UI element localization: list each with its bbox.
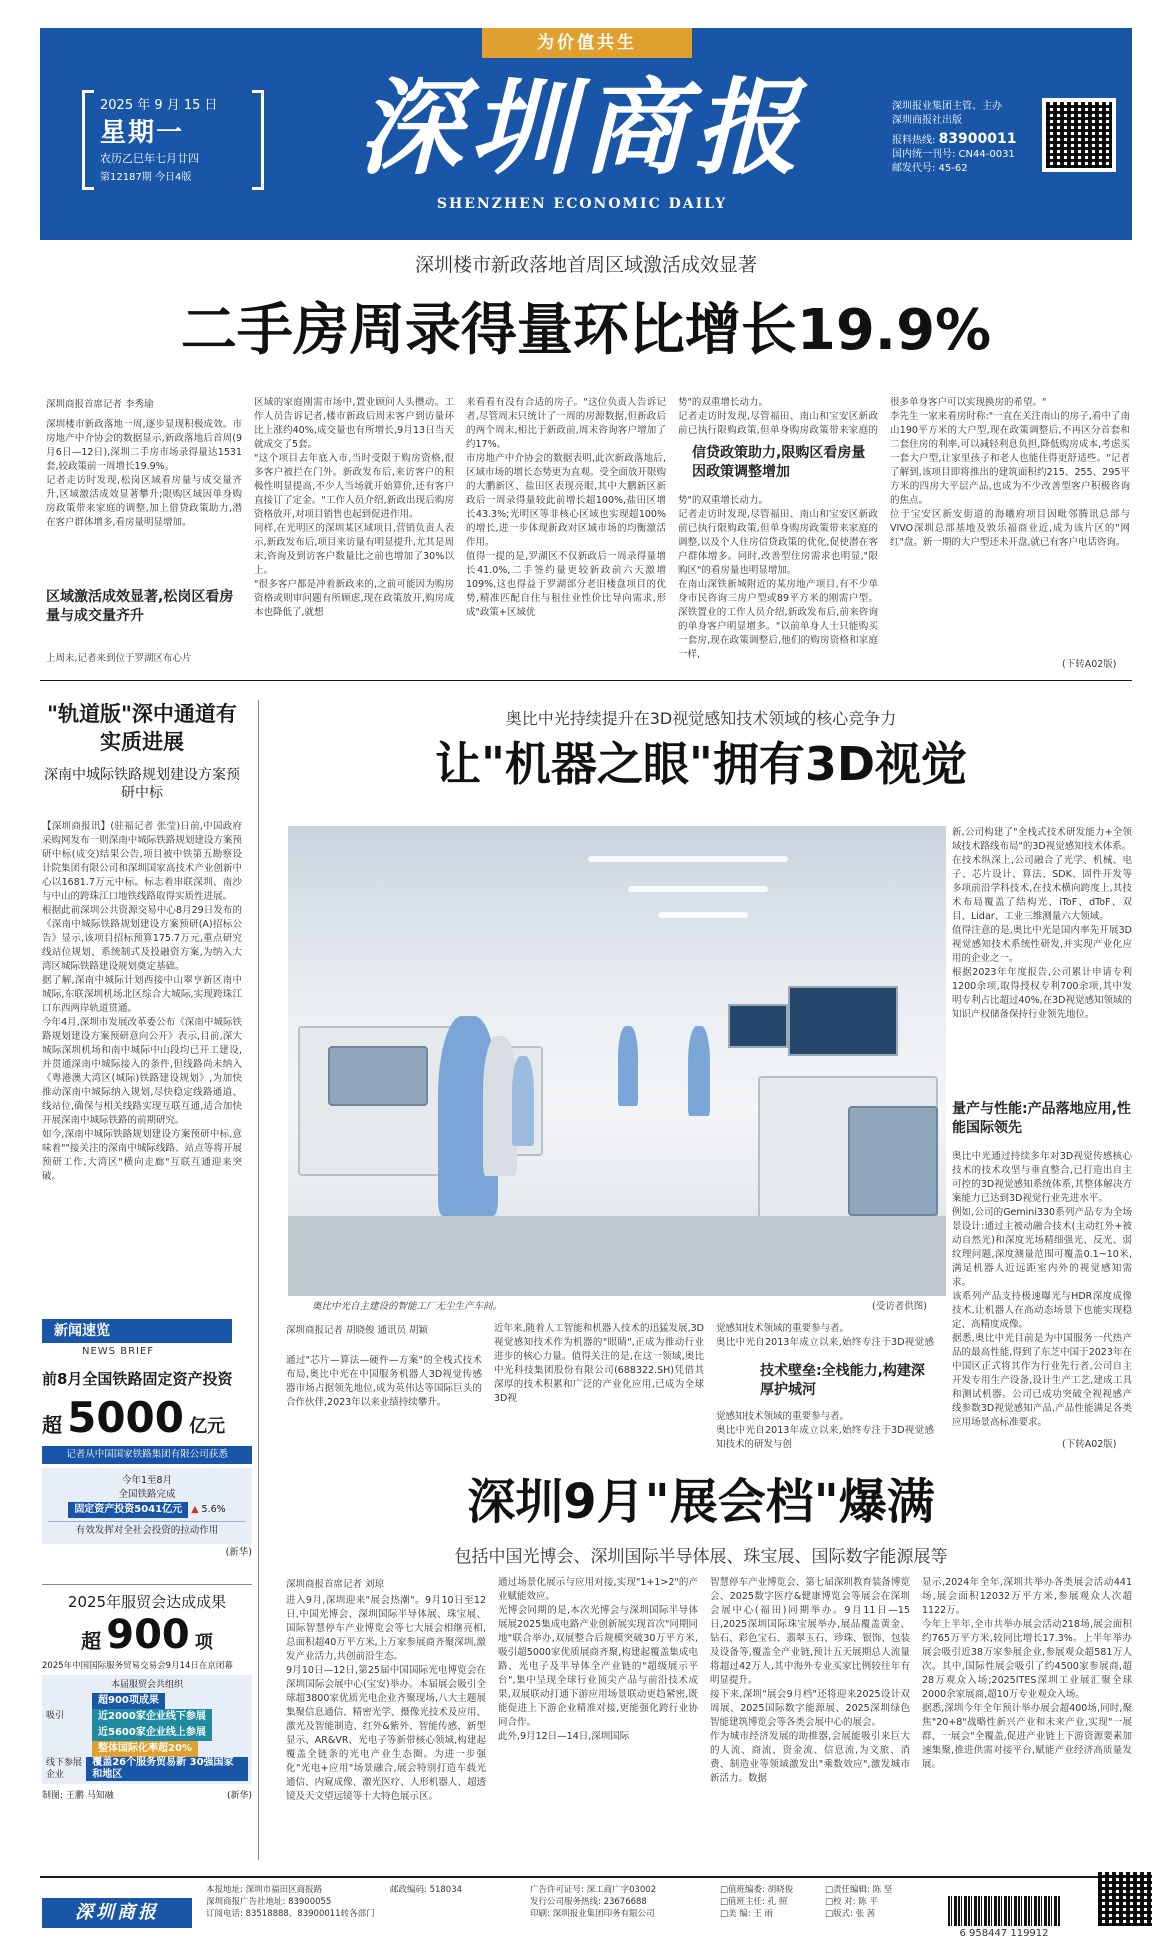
footer-staff (720, 1884, 930, 1920)
production-machine (328, 1046, 428, 1106)
publisher-line-1: 深圳报业集团主管、主办 (892, 101, 1002, 112)
tech-column-2: 近年来,随着人工智能和机器人技术的迅猛发展,3D视觉感知技术作为机器的"眼睛",正成为推动行业进步的核心力量。值得关注的是,在这一领域,奥比中光科技集团股份有限公司(688322.SH)凭借其深厚的技术积累和广泛的产业化应用,已成为全球3D视 (494, 1323, 704, 1404)
worker-figure (688, 1026, 710, 1116)
rail-invest-source: 记者从中国国家铁路集团有限公司获悉 (42, 1446, 252, 1464)
footer-postcode: 邮政编码: 518034 (390, 1885, 463, 1895)
rail-invest-prefix: 超 (42, 1413, 62, 1437)
rail-invest-growth: 5.6% (201, 1504, 226, 1515)
rail-invest-year: 今年1至8月 (121, 1475, 173, 1486)
tech-byline: 深圳商报记者 胡晓俊 通讯员 胡颖 (286, 1325, 429, 1336)
slogan-tab: 为价值共生 (482, 28, 692, 58)
lead-column-5: 很多单身客户可以实现换房的希望。" 李先生一家来看房时称:"一直在关注南山的房子,看中了南山190平方米的大户型,现在政策调整后,不再区分首套和二套住房的利率,可以减轻利息负担,降低购房成本,考虑买一套大户型,让家里孩子和老人也能住得更舒适些。"记者了解到,该项目即将推出的建筑面积约215、255、295平方米的四房大平层产品,也成为不少改善型客户积极咨询的焦点。 位于宝安区新安街道的海曦府项目因毗邻腾讯总部与VIVO深圳总部基地及敦乐福商业近,成为该片区的"网红"盘。新一期的大户型还未开盘,就已有客户电话咨询。 (890, 397, 1130, 548)
footer-ad-line: 印刷: 深圳报业集团印务有限公司 (530, 1909, 655, 1919)
expo-subtitle: 包括中国光博会、深圳国际半导体展、珠宝展、国际数字能源展等 (454, 1547, 948, 1567)
fair-box (42, 1584, 252, 1801)
photo-credit: (受访者供图) (872, 1301, 927, 1312)
newspaper-logo-en: SHENZHEN ECONOMIC DAILY (436, 196, 728, 212)
footer-ad-line: 发行公司服务热线: 23676688 (530, 1897, 647, 1907)
tech-right-column: 新,公司构建了"全栈式技术研发能力+全领域技术路线布局"的3D视觉感知技术体系。 在技术纵深上,公司融合了光学、机械、电子、芯片设计、算法、SDK、固件开发等多项前沿学科技术,在技术横向跨度上,其技术布局覆盖了结构光、iToF、dToF、双目、Lidar、工业三维测量六大领域。 值得注意的是,奥比中光是国内率先开展3D视觉感知技术系统性研发,并实现产业化应用的企业之一。 根据2023年年度报告,公司累计申请专利1200余项,取得授权专利700余项,其中发明专利占比超过40%,在3D视觉感知领域的知识产权储备保持行业领先地位。 (952, 827, 1132, 1020)
staff-credit: □责任编辑: 陈 坚 (825, 1885, 893, 1895)
bracket-right (252, 90, 264, 190)
ceiling-light (658, 912, 748, 918)
staff-credit: □值班主任: 孔 照 (720, 1897, 788, 1907)
staff-credit: □值班编委: 胡晓俊 (720, 1885, 794, 1895)
fair-figure (42, 1612, 252, 1658)
rail-headline: "轨道版"深中通道有实质进展 (47, 702, 237, 754)
footer-ad-line: 广告许可证号: 深工商广字03002 (530, 1885, 657, 1895)
fair-source: 2025年中国国际服务贸易交易会9月14日在京闭幕 (42, 1661, 233, 1671)
footer-logo: 深圳商报 (42, 1898, 192, 1928)
fair-number: 900 (106, 1612, 190, 1658)
tech-continued: (下转A02版) (1062, 1439, 1117, 1450)
fair-row: 超900项成果 (46, 1693, 248, 1709)
fair-row: 整体国际化率超20% (46, 1741, 248, 1757)
lead-subhead-1: 区域激活成效显著,松岗区看房量与成交量齐升 (46, 589, 234, 624)
staff-credit: □版式: 张 茜 (825, 1909, 876, 1919)
fair-title: 2025年服贸会达成成果 (42, 1584, 252, 1612)
rail-invest-detail-row (48, 1502, 246, 1518)
hotline-row (892, 132, 1032, 148)
news-brief-en: NEWS BRIEF (82, 1346, 155, 1357)
barcode-number: 6 958447 119912 (959, 1928, 1049, 1939)
fair-row: 近5600家企业线上参展 (46, 1725, 248, 1741)
fair-credit: (新华) (226, 1791, 252, 1801)
fair-row: 线下参展企业 覆盖26个服务贸易新 30强国家和地区 (46, 1757, 248, 1781)
monitor-screen (728, 1004, 788, 1048)
rail-invest-unit: 亿元 (189, 1416, 226, 1437)
tech-kicker: 奥比中光持续提升在3D视觉感知技术领域的核心竞争力 (505, 709, 897, 728)
rail-invest-box (42, 1368, 252, 1558)
rail-invest-credit: (新华) (225, 1547, 252, 1558)
rail-invest-note: 有效发挥对全社会投资的拉动作用 (48, 1521, 246, 1538)
rail-invest-number: 5000 (67, 1393, 184, 1442)
expo-column-1: 进入9月,深圳迎来"展会热潮"。9月10日至12日,中国光博会、深圳国际半导体展、珠宝展、国际智慧停车产业博览会等七大展会相继亮相,总面积超40万平方米,上万家参展商齐聚深圳,激发产业活力,共创前沿生态。 9月10日—12日,第25届中国国际光电博览会在深圳国际会展中心(宝安)举办。本届展会吸引全球超3800家优质光电企业齐聚现场,八大主题展集聚信息通信、精密光学、摄像光技术及应用、激光及智能制造、红外&紫外、智能传感、新型显示、AR&VR、光电子等新带核心领域,构建起覆盖全链条的光电产业生态圈。为进一步强化"光电+应用"场景融合,展会特别打造车载光通信、内窥成像、激光医疗、人形机器人、超透镜及天文望远镜等十大特色展示区。 (286, 1595, 486, 1802)
footer-rule (40, 1876, 1132, 1878)
fair-footer (42, 1788, 252, 1801)
fair-prefix: 超 (81, 1629, 102, 1653)
lead-column-3: 来看看有没有合适的房子。"这位负责人告诉记者,尽管周末只统计了一周的房源数据,但新政后的两个周末,相比于新政前,周末咨询客户增加了约17%。 市房地产中介协会的数据表明,此次新政落地后,区域市场的增长态势更为直观。受全面放开限购的大鹏新区、盐田区表现亮眼,其中大鹏新区新政后一周录得量较此前增长超100%,盐田区增长43.3%;光明区等非核心区域也实现超100%的增长,进一步体现新政对区域市场的均衡激活作用。 值得一提的是,罗湖区不仅新政后一周录得量增长41.0%,二手签约量更较新政前六天激增109%,这也得益于罗湖部分老旧楼盘项目的优势,精准匹配自住与租住业性价比导向需求,形成"政策+区域优 (466, 397, 666, 618)
rail-body: 【深圳商报讯】(驻福记者 张莹)日前,中国政府采购网发布一则深南中城际铁路规划建设方案预研中标(成交)结果公告,项目被中铁第五勘察设计院集团有限公司和深圳国家高技术产业创新中心以1681.7万元中标。标志着串联深圳、南沙与中山的跨珠江口地铁线路取得实质性进展。 根据此前深圳公共资源交易中心8月29日发布的《深南中城际铁路规划建设方案预研(A)招标公告》显示,该项目招标预算175.7万元,重点研究线站位规划、系统制式及投融资方案,为纳入大湾区城际铁路建设规划奠定基础。 据了解,深南中城际计划西接中山翠亨新区南中城际,东联深圳机场北区综合大城际,实现跨珠江口东西两岸轨道贯通。 今年4月,深圳市发展改革委公布《深南中城际铁路规划建设方案预研意向公开》表示,目前,深大城际深圳机场和南中城际中山段均已开工建设,并贯通深南中城际接入的条件,但线路尚未纳入《粤港澳大湾区(城际)铁路建设规划》,为加快推动深南中城际纳入规划,尽快稳定线路通道、线站位,确保与相关线路实现互联互通,适合加快开展深南中城际铁路的前期研究。 如今,深南中城际铁路规划建设方案预研中标,意味着""接关注的深南中城际线路、站点等将开展预研工作,大湾区"横向走廊"互联互通迎来突破。 (42, 821, 242, 1182)
lunar-date: 农历乙巳年七月廿四 (100, 152, 199, 165)
lead-subhead-2: 信贷政策助力,限购区看房量因政策调整增加 (692, 445, 866, 480)
lead-column-1-tail: 上周末,记者来到位于罗湖区布心片 (46, 653, 192, 664)
tech-subhead-2: 量产与性能:产品落地应用,性能国际领先 (952, 1101, 1131, 1136)
bracket-left (82, 90, 94, 190)
expo-byline: 深圳商报首席记者 刘琼 (286, 1579, 385, 1590)
issue-weekday: 星期一 (100, 118, 185, 148)
fair-editor: 制图: 王鹏 马知融 (42, 1791, 114, 1801)
rail-invest-category: 全国铁路完成 (118, 1489, 176, 1500)
fair-table (42, 1675, 252, 1784)
tech-subhead-1: 技术壁垒:全栈能力,构建深厚护城河 (760, 1363, 925, 1398)
footer-address (206, 1884, 386, 1920)
newspaper-logo: 深圳商报 (357, 66, 806, 189)
footer-address-line: 订阅电话: 83518888、83900011转各部门 (206, 1909, 375, 1919)
tech-column-1: 通过"芯片—算法—硬件—方案"的全栈式技术布局,奥比中光在中国服务机器人3D视觉传感器市场占据领先地位,成为英伟达等国际巨头的合作伙伴,2023年以来业绩持续攀升。 (286, 1355, 482, 1408)
lead-kicker: 深圳楼市新政落地首周区域激活成效显著 (414, 254, 757, 276)
tech-column-3-top: 觉感知技术领域的重要参与者。 奥比中光自2013年成立以来,始终专注于3D视觉感 (716, 1323, 934, 1348)
rail-subheadline: 深南中城际铁路规划建设方案预研中标 (44, 767, 240, 801)
monitor-screen (788, 986, 898, 1056)
fair-row: 吸引 近2000家企业线下参展 (46, 1709, 248, 1725)
qr-code-icon[interactable] (1042, 98, 1116, 172)
worker-figure (618, 1026, 638, 1106)
postal-code: 邮发代号: 45-62 (892, 163, 968, 174)
staff-credit: □美 编: 王 雨 (720, 1909, 774, 1919)
footer-address-line: 本报地址: 深圳市福田区商报路 (206, 1885, 323, 1895)
issue-date: 2025 年 9 月 15 日 (100, 98, 218, 113)
lead-column-1: 深圳楼市新政落地一周,逐步显现积极成效。市房地产中介协会的数据显示,新政落地后首周(9月6日—12日),深圳二手房市场录得量达1531套,较政策前一周增长19.9%。 记者走访时发现,松岗区域看房量与成交量齐升,区域激活成效显著攀升;限购区域因单身购房政策带来家庭的调整,加上借贷政策助力,潜在客户群体增多,看房量明显增加。 (46, 419, 242, 528)
qr-code-icon[interactable] (1098, 1872, 1152, 1926)
lead-column-2: 区域的家庭刚需市场中,置业顾问人头攒动。工作人员告诉记者,楼市新政后周末客户到访量环比上涨约40%,成交量也有所增长,9月13日当天就成交了5套。 "这个项目去年底入市,当时受限于购房资格,很多客户被拦在门外。新政发布后,来访客户的积极性明显提高,不少人当场就开始算价,还有客户直接订了定金。"工作人员介绍,新政出现后购房资格放开,对项目销售也起到促进作用。 同样,在光明区的深圳某区域项目,营销负责人表示,新政发布后,项目来访量有明显提升,尤其是周末,咨询及到访客户数量比之前也增加了30%以上。 "很多客户都是冲着新政来的,之前可能因为购房资格或则审问题有所顾虑,现在政策放开,购房成本也降低了,就想 (254, 397, 454, 618)
staff-credit: □校 对: 陈 平 (825, 1897, 879, 1907)
lead-column-4: 势"的双重增长动力。 记者走访时发现,尽管福田、南山和宝安区新政前已执行限购政策,但单身购房政策带来家庭的调整,以及个人住房信贷政策的优化,促使潜在客户群体增多。同时,改善型住房需求也明显,"限购区"的看房量也明显增加。 在南山深铁新城附近的某房地产项目,有不少单身市民咨询三房户型或89平方米的刚需户型。深铁置业的工作人员介绍,新政发布后,前来咨询的单身客户明显增多。"以前单身人士只能购买一套房,现在政策调整后,他们的购房资格和家庭一样, (678, 495, 878, 660)
expo-column-4: 显示,2024年全年,深圳共举办各类展会活动441场,展会面积12032万平方米,参展观众人次超1122万。 今年上半年,全市共举办展会活动218场,展会面积约765万平方米,较同比增长17.3%。上半年举办展会吸引近38万家参展企业,参展观众超581万人次。其中,国际性展会吸引了约4500家参展商,超28万观众入场;2025ITES深圳工业展汇聚全球2000余家展商,超10万专业观众入场。 据悉,深圳今年全年预计举办展会超400场,同时,聚焦"20+8"战略性新兴产业和未来产业,实现"一展群、一展会"全覆盖,促进产业链上下游资源要素加速集聚,推进供需对接平台,赋能产业经济高质量发展。 (922, 1577, 1132, 1770)
expo-column-3: 智慧停车产业博览会、第七届深圳教育装备博览会、2025数字医疗&健康博览会等展会在深圳会展中心(福田)同期举办。9月11日—15日,2025深圳国际珠宝展举办,展品覆盖黄金、钻石、彩色宝石、翡翠玉石、珍珠、银饰、包装及设备等,覆盖全产业链,预计五天展期总人流量将超过42万人,其中海外专业买家比例较往年有明显提升。 接下来,深圳"展会9月档"还将迎来2025设计双周展、2025国际数字能源展、2025深圳绿色智能建筑博览会等各类会展中心的展会。 作为城市经济发展的助推器,会展能吸引来巨大的人流、商流、资金流、信息流,为文旅、消费、制造业等领域激发出"乘数效应",激发城市新活力。数据 (710, 1577, 910, 1784)
tech-headline: 让"机器之眼"拥有3D视觉 (434, 737, 968, 791)
floor-foreground (288, 1216, 946, 1296)
rail-invest-detail: 固定资产投资5041亿元 (68, 1502, 188, 1518)
factory-photo (288, 826, 946, 1296)
expo-headline: 深圳9月"展会档"爆满 (467, 1474, 935, 1530)
tech-column-3: 觉感知技术领域的重要参与者。 奥比中光自2013年成立以来,始终专注于3D视觉感知技术的研发与创 (716, 1411, 934, 1450)
publisher-info (892, 100, 1032, 176)
tech-right-column-2: 奥比中光通过持续多年对3D视觉传感核心技术的技术攻坚与垂直整合,已打造出自主可控的3D视觉感知系统体系,其整体解决方案能力已达到3D视觉行业先进水平。 例如,公司的Gemini330系列产品专为全场景设计:通过主被动融合技术(主动红外+被动自然光)和深度光场精细强光、反光、弱纹理问题,深度测量范围可覆盖0.1~10米,满足机器人近远距室内外的视觉感知需求。 该系列产品支持极速曝光与HDR深度成像技术,让机器人在高动态场景下也能实现稳定、高精度成像。 据悉,奥比中光目前是为中国服务一代热产品的最高性能,得到了东芝中国于2023年在中国区正式将其作为行业先行者,公司自主开发专用生产设备,设计生产工艺,建成工具和测试机器。公司已成功突破全视视感产线参数3D视觉感知产品,产品性能满足各类应用场景高标准要求。 (952, 1151, 1132, 1428)
news-brief-header: 新闻速览 (42, 1319, 232, 1343)
hotline-number: 83900011 (938, 131, 1017, 147)
fair-unit: 项 (194, 1632, 213, 1653)
rail-invest-title: 前8月全国铁路固定资产投资 (42, 1370, 233, 1388)
rail-story (42, 700, 242, 802)
lead-headline: 二手房周录得量环比增长19.9% (180, 298, 992, 363)
fair-table-header: 本届服贸会共组织 (110, 1680, 183, 1690)
rail-divider (258, 700, 259, 1860)
lead-column-4-top: 势"的双重增长动力。 记者走访时发现,尽管福田、南山和宝安区新政前已执行限购政策,但单身购房政策带来家庭的 (678, 397, 878, 436)
up-arrow-icon: ▲ (191, 1504, 199, 1515)
date-box (82, 90, 264, 190)
issue-number: 第12187期 今日4版 (100, 172, 192, 183)
lead-byline: 深圳商报首席记者 李秀瑜 (46, 399, 154, 410)
footer-ad-info (530, 1884, 710, 1920)
rail-invest-figure (42, 1393, 252, 1442)
expo-column-2: 通过场景化展示与应用对接,实现"1+1>2"的产业赋能效应。 光博会同期的是,本次光博会与深圳国际半导体展展2025集成电路产业创新展实现首次"同期同地"联合举办,双展整合后规模突破30万平方米,吸引超5000家优质展商齐聚,构建起覆盖集成电路、光电子及半导体全产业链的"超级展示平台",集中呈现全球行业顶尖产品与前沿技术成果,双展联动打通下游应用场景联动更趋紧密,既能促进上下游企业精准对接,更能强化跨行业协同合作。 此外,9月12日—14日,深圳国际 (498, 1577, 698, 1742)
barcode-icon (948, 1896, 1060, 1926)
lead-continued: (下转A02版) (1062, 659, 1117, 670)
footer-address-line: 深圳商报广告社地址: 83900055 (206, 1897, 332, 1907)
production-machine (848, 1106, 938, 1216)
publisher-line-2: 深圳商报社出版 (892, 115, 962, 126)
photo-caption: 奥比中光自主建设的智能工厂无尘生产车间。 (312, 1301, 503, 1312)
worker-figure (512, 1056, 534, 1146)
ceiling-light (628, 886, 768, 892)
lead-divider (40, 680, 1132, 681)
ceiling-light (588, 856, 788, 862)
hotline-label: 报料热线: (892, 135, 936, 146)
cn-code: 国内统一刊号: CN44-0031 (892, 149, 1015, 160)
rail-invest-detail-panel (42, 1468, 252, 1544)
